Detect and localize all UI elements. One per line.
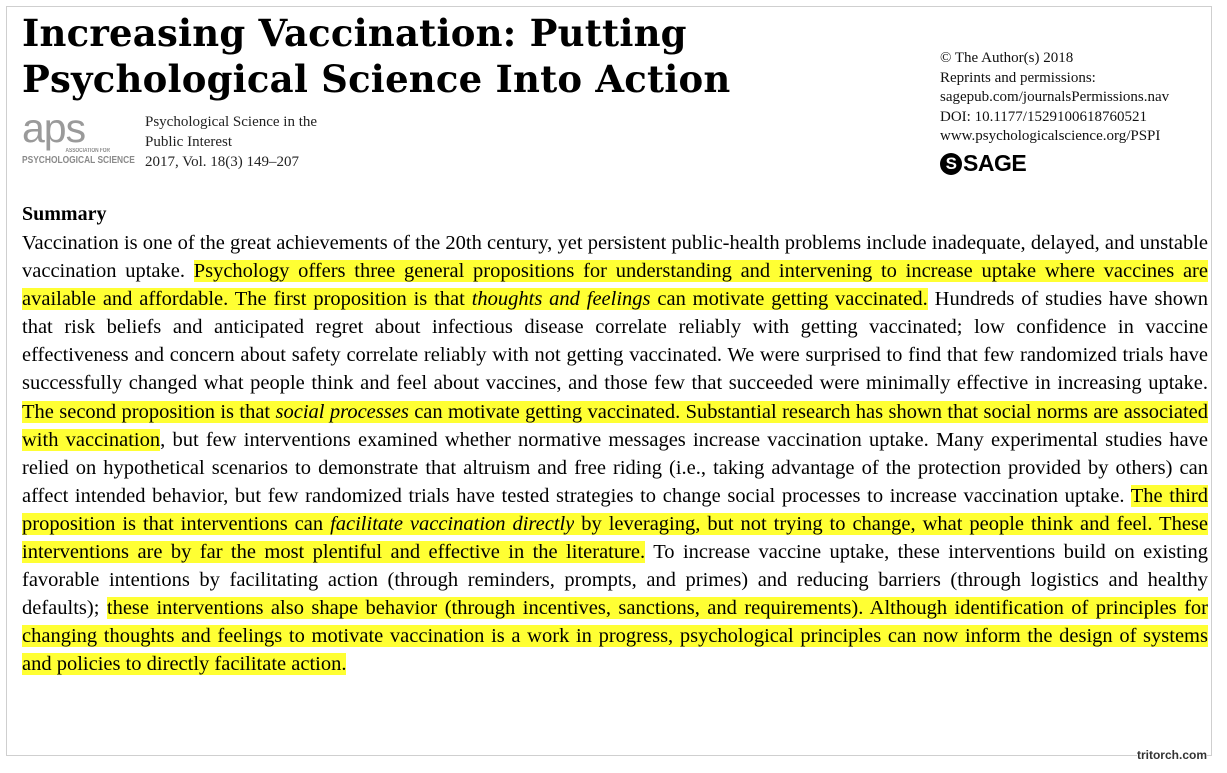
copyright: © The Author(s) 2018 [940, 50, 1074, 66]
highlighted-text: can motivate getting vaccinated. [650, 288, 928, 311]
article-title [22, 10, 730, 102]
highlighted-text: these interventions also shape behavior (through incentives, sanctions, and requirements). Although identification of principles for changing thoughts and feelings to motivate vaccination is a work in progress, psychological principles can now inform the design of systems and policies to directly facilitate action. [22, 597, 1208, 676]
journal-name-line2: Public Interest [145, 134, 233, 150]
summary-text: To increase vaccine uptake, these interventions build on existing favorable intentions by facilitating action (through reminders, prompts, and primes) and reducing barriers (through logistics and healthy defaults); [22, 541, 1209, 620]
summary-heading: Summary [22, 203, 107, 225]
journal-volume: 2017, Vol. 18(3) 149–207 [145, 154, 300, 170]
summary-body [22, 229, 1208, 679]
highlighted-text: The third proposition is that interventions can [22, 484, 1209, 535]
title-line-2: Psychological Science Into Action [22, 57, 731, 101]
highlighted-text: facilitate vaccination directly [330, 512, 575, 535]
doi[interactable]: DOI: 10.1177/1529100618760521 [940, 108, 1147, 125]
watermark: tritorch.com [1136, 748, 1207, 762]
aps-logo-org-line2: PSYCHOLOGICAL SCIENCE [22, 154, 135, 166]
aps-logo [22, 105, 135, 170]
journal-site-link[interactable]: www.psychologicalscience.org/PSPI [940, 128, 1161, 144]
summary-text: Hundreds of studies have shown that risk beliefs and anticipated regret about infectious disease correlate reliably with getting vaccinated; low confidence in vaccine effectiveness and concern about safety correlate reliably with not getting vaccinated. We were surprised to find that few randomized trials have successfully changed what people think and feel about vaccines, and those few that succeeded were minimally effective in increasing uptake. [22, 288, 1209, 395]
highlighted-text: by leveraging, but not trying to change, what people think and feel. These interventions are by far the most plentiful and effective in the literature. [22, 512, 1208, 564]
permissions-link[interactable]: sagepub.com/journalsPermissions.nav [940, 89, 1170, 105]
reprints-label: Reprints and permissions: [940, 69, 1096, 86]
sage-wordmark: SAGE [963, 150, 1027, 176]
aps-logo-acronym: aps [22, 105, 86, 151]
highlighted-text: can motivate getting vaccinated. Substantial research has shown that social norms are associated with vaccination [22, 400, 1208, 451]
journal-name-line1: Psychological Science in the [145, 114, 318, 130]
highlighted-text: Psychology offers three general propositions for understanding and intervening to increase uptake where vaccines are available and affordable. The first proposition is that [22, 260, 1208, 311]
sage-logo [940, 150, 1026, 177]
highlighted-text: social processes [275, 400, 409, 423]
sage-s-icon: S [940, 153, 962, 175]
aps-logo-org-line1: ASSOCIATION FOR [65, 148, 110, 154]
summary-text: Vaccination is one of the great achievements of the 20th century, yet persistent public-health problems include inadequate, delayed, and unstable vaccination uptake. [22, 232, 1208, 283]
title-line-1: Increasing Vaccination: Putting [22, 11, 687, 55]
highlighted-text: The second proposition is that [22, 400, 276, 423]
publication-meta [940, 49, 1169, 147]
summary-text: , but few interventions examined whether normative messages increase vaccination uptake. Many experimental studies have relied on hypothetical scenarios to demonstrate that altruism and free riding (i.e., taking advantage of the protection provided by others) can affect intended behavior, but few randomized trials have tested strategies to change social processes to increase vaccination uptake. [22, 428, 1208, 507]
journal-info [145, 112, 317, 172]
highlighted-text: thoughts and feelings [471, 288, 651, 311]
